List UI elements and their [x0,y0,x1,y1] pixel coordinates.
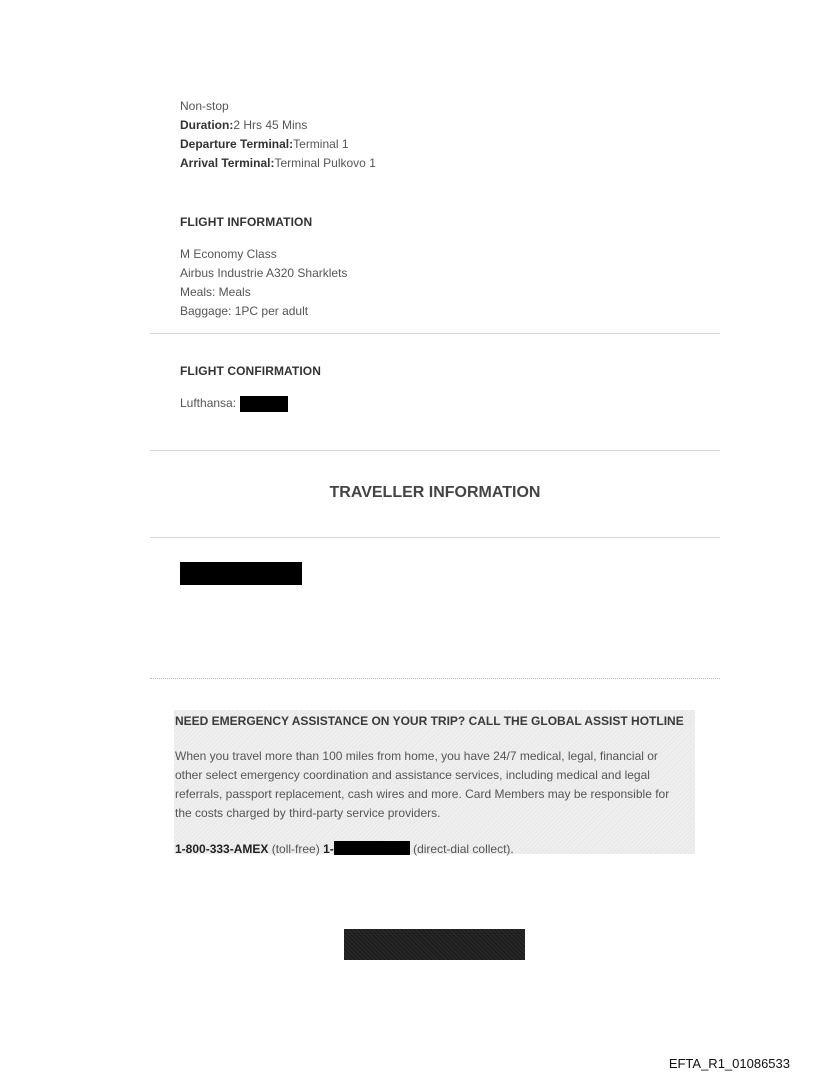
arrival-terminal [180,154,376,173]
body-line: other select emergency coordination and assistance services, including medical and legal [175,768,650,782]
toll-free-note: (toll-free) [268,842,324,856]
hotline-toll-free-number: 1-800-333-AMEX [175,842,269,856]
flight-stops: Non-stop [180,99,229,113]
flight-information-title: FLIGHT INFORMATION [180,215,313,229]
duration-label: Duration: [180,118,234,132]
emergency-assistance-title: NEED EMERGENCY ASSISTANCE ON YOUR TRIP? CALL THE GLOBAL ASSIST HOTLINE [175,714,684,728]
aircraft-type: Airbus Industrie A320 Sharklets [180,266,348,280]
departure-terminal-label: Departure Terminal: [180,137,294,151]
hotline-numbers [175,841,514,856]
traveller-name-redaction [180,562,302,585]
hotline-direct-prefix: 1- [323,842,334,856]
duration-value: 2 Hrs 45 Mins [233,118,308,132]
emergency-assistance-body [175,747,669,823]
body-line: referrals, passport replacement, cash wires and more. Card Members may be responsible for [175,787,670,801]
redacted-button [344,929,525,960]
departure-terminal [180,135,349,154]
divider [150,537,720,538]
divider [150,450,720,451]
airline-confirmation-label: Lufthansa: [180,396,237,410]
divider [150,678,720,679]
direct-dial-note: (direct-dial collect). [409,842,514,856]
divider [150,333,720,334]
departure-terminal-value: Terminal 1 [293,137,349,151]
cabin-class: M Economy Class [180,247,277,261]
arrival-terminal-value: Terminal Pulkovo 1 [274,156,376,170]
baggage-info: Baggage: 1PC per adult [180,304,309,318]
body-line: the costs charged by third-party service providers. [175,806,441,820]
confirmation-code-redaction [240,396,288,412]
flight-duration [180,116,307,135]
direct-dial-number-redaction [334,841,410,855]
flight-confirmation-title: FLIGHT CONFIRMATION [180,364,321,378]
document-id: EFTA_R1_01086533 [668,1056,790,1071]
arrival-terminal-label: Arrival Terminal: [180,156,275,170]
body-line: When you travel more than 100 miles from home, you have 24/7 medical, legal, financial or [175,749,658,763]
meals-info: Meals: Meals [180,285,251,299]
traveller-information-heading: TRAVELLER INFORMATION [329,484,541,501]
